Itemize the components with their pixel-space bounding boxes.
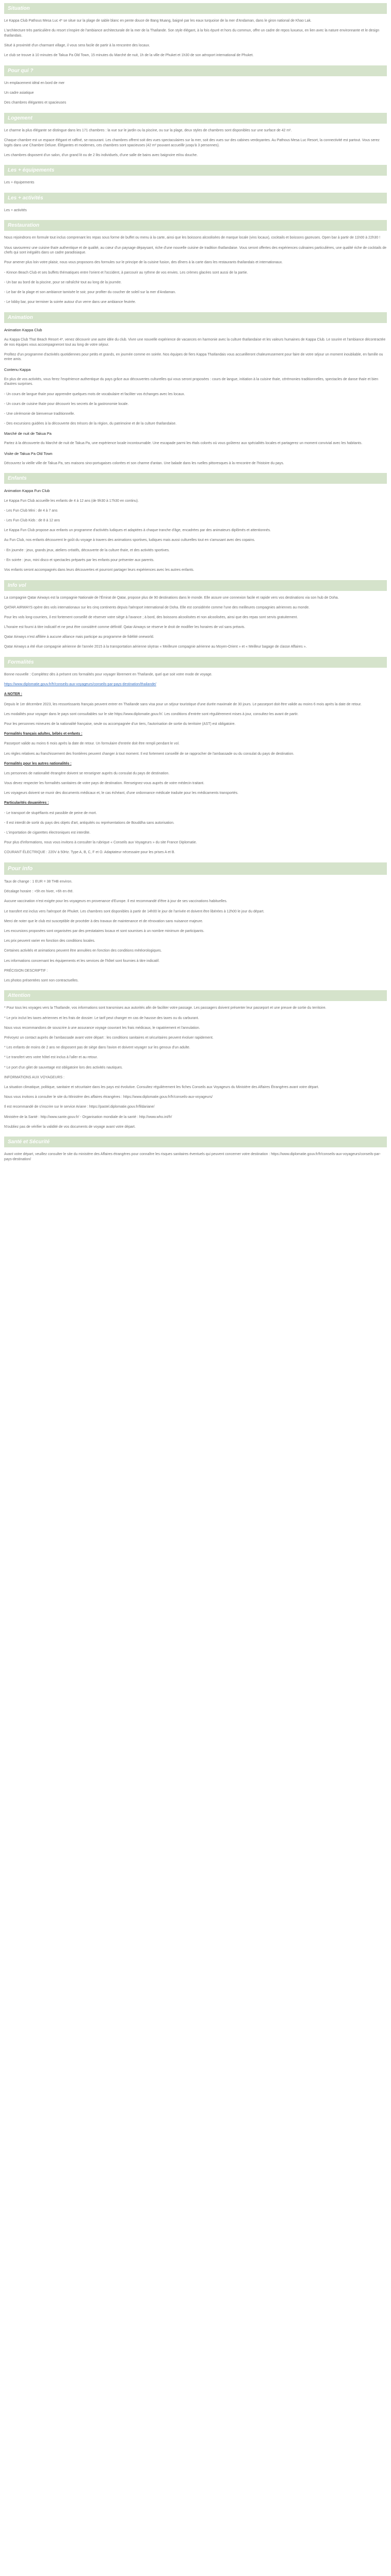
pour-info-paragraph: Merci de noter que le club est susceptible de procéder à des travaux de maintenance et de rénovation sans nuisance majeure. bbox=[4, 919, 203, 923]
equipements-paragraph: Les + équipements bbox=[4, 181, 35, 185]
activites-paragraph: Les + activités bbox=[4, 208, 27, 212]
attention-paragraph: * Le transfert vers votre hôtel est inclus à l'aller et au retour. bbox=[4, 1056, 98, 1060]
pour-info-paragraph: Les prix peuvent varier en fonction des conditions locales. bbox=[4, 939, 95, 943]
pour-qui-item: Un cadre asiatique bbox=[4, 91, 34, 95]
formalites-paragraph: Les personnes de nationalité étrangère doivent se renseigner auprès du consulat du pays de destination. bbox=[4, 771, 170, 775]
animation-paragraph: - Une cérémonie de bienvenue traditionnelle. bbox=[4, 412, 75, 416]
formalites-paragraph: COURANT ÉLECTRIQUE : 220V à 50Hz. Type A, B, C, F et O. Adaptateur nécessaire pour les prises A et B. bbox=[4, 851, 175, 855]
attention-paragraph: * Le port d'un gilet de sauvetage est obligatoire lors des activités nautiques. bbox=[4, 1065, 123, 1070]
section-title-situation: Situation bbox=[4, 3, 387, 14]
formalites-subheading: A NOTER : bbox=[4, 692, 22, 697]
restauration-paragraph: - Le bar de la plage et son ambiance tamisée le soir, pour profiter du coucher de soleil sur la mer d'Andaman. bbox=[4, 291, 176, 294]
section-title-sante: Santé et Sécurité bbox=[4, 1137, 387, 1147]
restauration-paragraph: - Kinnon Beach Club et ses buffets thématiques entre l'orient et l'occident, à parcourir au rythme de vos envies. Les crèmes glacées sont aussi de la partie. bbox=[4, 270, 248, 275]
animation-paragraph: Au Kappa Club Thaï Beach Resort 4*, venez découvrir une autre idée du club. Vivre une nouvelle expérience de vacances en harmonie avec la culture thaïlandaise et les valeurs humaines de Kappa Club. Le sourire et l'ambiance décontractée de nos équipes vous accompagneront tout au long de votre séjour. bbox=[4, 337, 386, 347]
formalites-paragraph: Bonne nouvelle : Complétez dès à présent ces formalités pour voyager librement en Thaïlande, quel que soit votre mode de voyage. bbox=[4, 673, 213, 677]
section-title-formalites: Formalités bbox=[4, 657, 387, 668]
enfants-paragraph: - Les Fun Club Mini : de 4 à 7 ans bbox=[4, 509, 58, 513]
enfants-paragraph: Vos enfants seront accompagnés dans leurs découvertes et pourront partager leurs expériences avec les autres enfants. bbox=[4, 568, 194, 572]
pour-qui-item: Un emplacement idéal en bord de mer bbox=[4, 81, 65, 85]
info-vol-paragraph: La compagnie Qatar Airways est la compagnie Nationale de l'Émirat de Qatar, propose plus de 90 destinations dans le monde. Elle assure une connexion facile et rapide vers vos destinations via son hub de Doha. bbox=[4, 596, 339, 600]
animation-paragraph: - Un cours de langue thaïe pour apprendre quelques mots de vocabulaire et faciliter vos échanges avec les locaux. bbox=[4, 392, 185, 396]
logement-paragraph: Chaque chambre est un espace élégant et raffiné, se rassurant. Les chambres offrent soit des vues spectaculaires sur la mer, soit des vues sur des cabines verdoyantes. Au Pathous Mesa Luc Resort, la connectivité est partout. Vous serez logés dans une Chambre Deluxe. Élégantes et modernes, ces chambres sont spacieuses (42 m² pouvant accueillir jusqu'à 3 personnes). bbox=[4, 138, 380, 147]
enfants-paragraph: - Les Fun Club Kids : de 8 à 12 ans bbox=[4, 518, 60, 522]
formalites-subheading: Particularités douanières : bbox=[4, 801, 49, 805]
animation-subheading: Marché de nuit de Takua Pa bbox=[4, 431, 52, 436]
info-vol-paragraph: Qatar Airways n'est affiliée à aucune alliance mais participe au programme de fidélité oneworld. bbox=[4, 635, 154, 639]
pour-info-paragraph: Taux de change : 1 EUR = 38 THB environ. bbox=[4, 880, 73, 884]
pour-info-paragraph: Décalage horaire : +5h en hiver, +6h en été. bbox=[4, 890, 74, 894]
attention-paragraph: * Le prix inclut les taxes aériennes et les frais de dossier. Le tarif peut changer en cas de hausse des taxes ou du carburant. bbox=[4, 1016, 199, 1020]
situation-paragraph: Le club se trouve à 10 minutes de Takua Pa Old Town, 15 minutes du Marché de nuit, 1h de la ville de Phuket et 1h30 de son aéroport international de Phuket. bbox=[4, 54, 254, 58]
restauration-paragraph: Nous rejoindrons en formule tout inclus comprenant les repas sous forme de buffet ou menu à la carte, ainsi que les boissons alcoolisées de marque locale (vins locaux), cocktails et boissons gazeuses. Open bar à partir de 11h00 à 22h30 ! bbox=[4, 236, 381, 240]
formalites-paragraph: - Il est interdit de sortir du pays des objets d'art, antiquités ou représentations de Bouddha sans autorisation. bbox=[4, 821, 174, 825]
enfants-subheading: Animation Kappa Fun Club bbox=[4, 488, 50, 494]
pour-info-paragraph: Certaines activités et animations peuvent être annulées en fonction des conditions météorologiques. bbox=[4, 949, 162, 953]
animation-paragraph: Profitez d'un programme d'activités quotidiennes pour petits et grands, en journée comme en soirée. Nos équipes de fiers Kappa Thaïlandais vous accueilleront chaleureusement pour faire de votre séjour un moment inoubliable, en famille ou entre amis. bbox=[4, 352, 383, 362]
attention-paragraph: Prévoyez un contact auprès de l'ambassade avant votre départ : les conditions sanitaires et sécuritaires peuvent évoluer rapidement. bbox=[4, 1036, 214, 1040]
info-vol-paragraph: Qatar Airways a été élue compagnie aérienne de l'année 2015 à la transportation aérienne skytrax « Meilleure compagnie aérienne au Moyen-Orient » et « Meilleur bagage de classe Affaires ». bbox=[4, 645, 307, 649]
enfants-paragraph: Le Kappa Fun Club accueille les enfants de 4 à 12 ans (de 9h30 à 17h30 en continu). bbox=[4, 499, 139, 503]
pour-info-paragraph: Aucune vaccination n'est exigée pour les voyageurs en provenance d'Europe. Il est recommandé d'être à jour de ses vaccinations habituelles. bbox=[4, 900, 227, 904]
restauration-paragraph: - Un bar au bord de la piscine, pour se rafraîchir tout au long de la journée. bbox=[4, 280, 122, 284]
formalites-paragraph: Pour les personnes mineures de la nationalité française, seule ou accompagnée d'un tiers, l'autorisation de sortie du territoire (AST) est obligatoire. bbox=[4, 722, 236, 726]
logement-paragraph: Le charme la plus élégante se distingue dans les 171 chambres : la vue sur le jardin ou la piscine, ou sur la plage, deux styles de chambres sont disponibles sur une surface de 42 m². bbox=[4, 128, 292, 132]
animation-subheading: Visite de Takua Pa Old Town bbox=[4, 451, 53, 456]
animation-paragraph: En plus de vos activités, vous ferez l'expérience authentique du pays grâce aux découvertes culturelles qui vous seront proposées : cours de langue, initiation à la cuisine thaïe, cérémonies traditionnelles, spectacles de danse thaïe et bien d'autres surprises. bbox=[4, 377, 379, 386]
enfants-paragraph: - En journée : jeux, grands jeux, ateliers créatifs, découverte de la culture thaïe, et des activités sportives. bbox=[4, 548, 170, 552]
formalites-paragraph: - L'importation de cigarettes électroniques est interdite. bbox=[4, 831, 91, 835]
attention-paragraph: Nous vous invitons à consulter le site du Ministère des affaires étrangères : https://www.diplomatie.gouv.fr/fr/conseils-aux-voyageurs/ bbox=[4, 1095, 213, 1099]
pour-info-subheading: PRÉCISION DESCRIPTIF : bbox=[4, 969, 48, 973]
attention-paragraph: N'oubliez pas de vérifier la validité de vos documents de voyage avant votre départ. bbox=[4, 1125, 136, 1129]
formalites-link[interactable]: https://www.diplomatie.gouv.fr/fr/conseils-aux-voyageurs/conseils-par-pays-destination/thailande/ bbox=[4, 683, 156, 687]
animation-paragraph: Découvrez la vieille ville de Takua Pa, ses maisons sino-portugaises colorées et son charme d'antan. Une balade dans les ruelles pittoresques à la rencontre de l'histoire du pays. bbox=[4, 461, 284, 465]
attention-paragraph: Ministère de la Santé : http://www.sante.gouv.fr/ - Organisation mondiale de la santé : http://www.who.int/fr/ bbox=[4, 1115, 172, 1119]
restauration-paragraph: - Le lobby bar, pour terminer la soirée autour d'un verre dans une ambiance feutrée. bbox=[4, 300, 136, 304]
section-title-enfants: Enfants bbox=[4, 473, 387, 484]
animation-paragraph: - Des excursions guidées à la découverte des trésors de la région, du patrimoine et de la culture thaïlandaise. bbox=[4, 422, 177, 426]
situation-paragraph: L'architecture très particulière du resort s'inspire de l'ambiance architecturale de la mer de la Thaïlande. Son style élégant, à la fois épuré et hors du commun, offre un cadre de repos luxueux, en lien avec la nature environnante et le design thaïlandais. bbox=[4, 29, 380, 38]
formalites-subheading: Formalités français adultes, bébés et enfants : bbox=[4, 732, 83, 736]
situation-paragraph: Situé à proximité d'un charmant village, il vous sera facile de partir à la rencontre des locaux. bbox=[4, 43, 150, 47]
attention-paragraph: Il est recommandé de s'inscrire sur le service Ariane : https://pastel.diplomatie.gouv.fr/fildariane/ bbox=[4, 1105, 155, 1109]
restauration-paragraph: Vous savourerez une cuisine thaïe authentique et de qualité, au cœur d'un paysage dépaysant, riche d'une nouvelle cuisine de tradition thaïlandaise. Vous seront offertes des expériences culinaires particulières, une qualité riche de cocktails de chefs qui sont inégalés dans un cadre paradisiaque. bbox=[4, 246, 387, 255]
section-title-pour-qui: Pour qui ? bbox=[4, 65, 387, 76]
section-title-attention: Attention bbox=[4, 990, 387, 1001]
logement-paragraph: Les chambres disposent d'un salon, d'un grand lit ou de 2 lits individuels, d'une salle de bains avec baignoire et/ou douche. bbox=[4, 153, 198, 157]
pour-info-paragraph: Le transfert est inclus vers l'aéroport de Phuket. Les chambres sont disponibles à partir de 14h00 le jour de l'arrivée et doivent être libérées à 12h00 le jour du départ. bbox=[4, 909, 265, 913]
formalites-paragraph: Les modalités pour voyager dans le pays sont consultables sur le site https://www.diplomatie.gouv.fr/. Les conditions d'entrée sont régulièrement mises à jour, consultez-les avant de partir. bbox=[4, 712, 299, 716]
animation-paragraph: Partez à la découverte du Marché de nuit de Takua Pa, une expérience locale incontournable. Une escapade parmi les étals colorés où vous goûterez aux spécialités locales et partagerez un moment convivial avec les habitants. bbox=[4, 442, 363, 446]
pour-info-paragraph: Les informations concernant les équipements et les services de l'hôtel sont fournies à titre indicatif. bbox=[4, 959, 160, 963]
pour-info-paragraph: Les excursions proposées sont organisées par des prestataires locaux et sont soumises à un nombre minimum de participants. bbox=[4, 929, 204, 933]
section-title-animation: Animation bbox=[4, 312, 387, 323]
section-title-equipements: Les + équipements bbox=[4, 165, 387, 176]
section-title-activites: Les + activités bbox=[4, 193, 387, 204]
section-title-pour-info: Pour info bbox=[4, 862, 387, 875]
section-title-logement: Logement bbox=[4, 113, 387, 124]
formalites-paragraph: Pour plus d'informations, nous vous invitons à consulter la rubrique « Conseils aux Voyageurs » du site France Diplomatie. bbox=[4, 841, 197, 845]
attention-subheading: INFORMATIONS AUX VOYAGEURS : bbox=[4, 1075, 64, 1079]
formalites-paragraph: Les règles relatives au franchissement des frontières peuvent changer à tout moment. Il est fortement conseillé de se rapprocher de l'ambassade ou du consulat du pays de destination. bbox=[4, 752, 295, 756]
info-vol-paragraph: L'horaire est fourni à titre indicatif et ne peut être considéré comme définitif. Qatar Airways se réserve le droit de modifier les horaires de vol sans préavis. bbox=[4, 625, 246, 630]
attention-paragraph: Nous vous recommandons de souscrire à une assurance voyage couvrant les frais médicaux, le rapatriement et l'annulation. bbox=[4, 1026, 200, 1030]
info-vol-paragraph: QATAR AIRWAYS opère des vols internationaux sur les cinq continents depuis l'aéroport international de Doha. Elle est considérée comme l'une des meilleures compagnies aériennes au monde. bbox=[4, 605, 310, 609]
formalites-paragraph: - Le transport de stupéfiants est passible de peine de mort. bbox=[4, 811, 97, 815]
formalites-paragraph: Passeport valide au moins 6 mois après la date de retour. Un formulaire d'entrée doit être rempli pendant le vol. bbox=[4, 742, 180, 746]
sante-paragraph: Avant votre départ, veuillez consulter le site du ministère des Affaires étrangères pour connaître les risques sanitaires éventuels qui peuvent concerner votre destination : https://www.diplomatie.gouv.fr/fr/conseils-aux-voyageurs/conseils-par-pays-destination/ bbox=[4, 1153, 381, 1161]
enfants-paragraph: Au Fun Club, nos enfants découvrent le goût du voyage à travers des animations sportives, ludiques mais aussi culturelles tout en s'amusant avec des copains. bbox=[4, 538, 255, 543]
section-title-info-vol: Info vol bbox=[4, 580, 387, 591]
product-description-page bbox=[0, 3, 391, 1179]
situation-paragraph: Le Kappa Club Pathous Mesa Luc 4* se situe sur la plage de sable blanc en pente douce de Bang Muang, baigné par les eaux turquoise de la mer d'Andaman, dans le giron national de Khao Lak. bbox=[4, 19, 312, 23]
enfants-paragraph: Le Kappa Fun Club propose aux enfants un programme d'activités ludiques et adaptées à chaque tranche d'âge, encadrées par des animateurs diplômés et attentionnés. bbox=[4, 529, 271, 533]
formalites-subheading: Formalités pour les autres nationalités : bbox=[4, 761, 72, 766]
attention-paragraph: * Les enfants de moins de 2 ans ne disposent pas de siège dans l'avion et doivent voyager sur les genoux d'un adulte. bbox=[4, 1046, 190, 1050]
restauration-paragraph: Pour amener plus loin votre plaisir, nous vous proposons des formules sur le principe de la cuisine fusion, des dîners à la carte dans les restaurants thaïlandais et internationaux. bbox=[4, 261, 283, 265]
attention-paragraph: * Pour tous les voyages vers la Thaïlande, vos informations sont transmises aux autorités afin de faciliter votre passage. Les passagers doivent présenter leur passeport et une preuve de sortie du territoire. bbox=[4, 1006, 327, 1010]
animation-subheading: Contenu Kappa bbox=[4, 367, 31, 372]
section-title-restauration: Restauration bbox=[4, 220, 387, 231]
formalites-paragraph: Les voyageurs doivent se munir des documents médicaux et, le cas échéant, d'une ordonnance médicale traduite pour les médicaments transportés. bbox=[4, 791, 239, 795]
formalites-paragraph: Vous devez respecter les formalités sanitaires de votre pays de destination. Renseignez-vous auprès de votre médecin traitant. bbox=[4, 782, 204, 786]
animation-subheading: Animation Kappa Club bbox=[4, 327, 42, 332]
animation-paragraph: - Un cours de cuisine thaïe pour découvrir les secrets de la gastronomie locale. bbox=[4, 402, 129, 406]
attention-paragraph: La situation climatique, politique, sanitaire et sécuritaire dans les pays est évolutive. Consultez régulièrement les fiches Conseils aux Voyageurs du Ministère des Affaires Étrangères avant votre départ. bbox=[4, 1085, 319, 1089]
formalites-paragraph: Depuis le 1er décembre 2023, les ressortissants français peuvent entrer en Thaïlande sans visa pour un séjour touristique d'une durée maximale de 30 jours. Le passeport doit être valide au moins 6 mois après la date de retour. bbox=[4, 702, 362, 706]
info-vol-paragraph: Pour les vols long-courriers, il est fortement conseillé de réserver votre siège à l'avance ; à bord, des boissons alcoolisées et non alcoolisées, ainsi que des repas sont servis gratuitement. bbox=[4, 615, 298, 619]
enfants-paragraph: - En soirée : jeux, mini disco et spectacles préparés par les enfants pour présenter aux parents. bbox=[4, 558, 155, 562]
pour-info-paragraph: Les photos présentées sont non contractuelles. bbox=[4, 978, 79, 982]
pour-qui-item: Des chambres élégantes et spacieuses bbox=[4, 101, 67, 105]
